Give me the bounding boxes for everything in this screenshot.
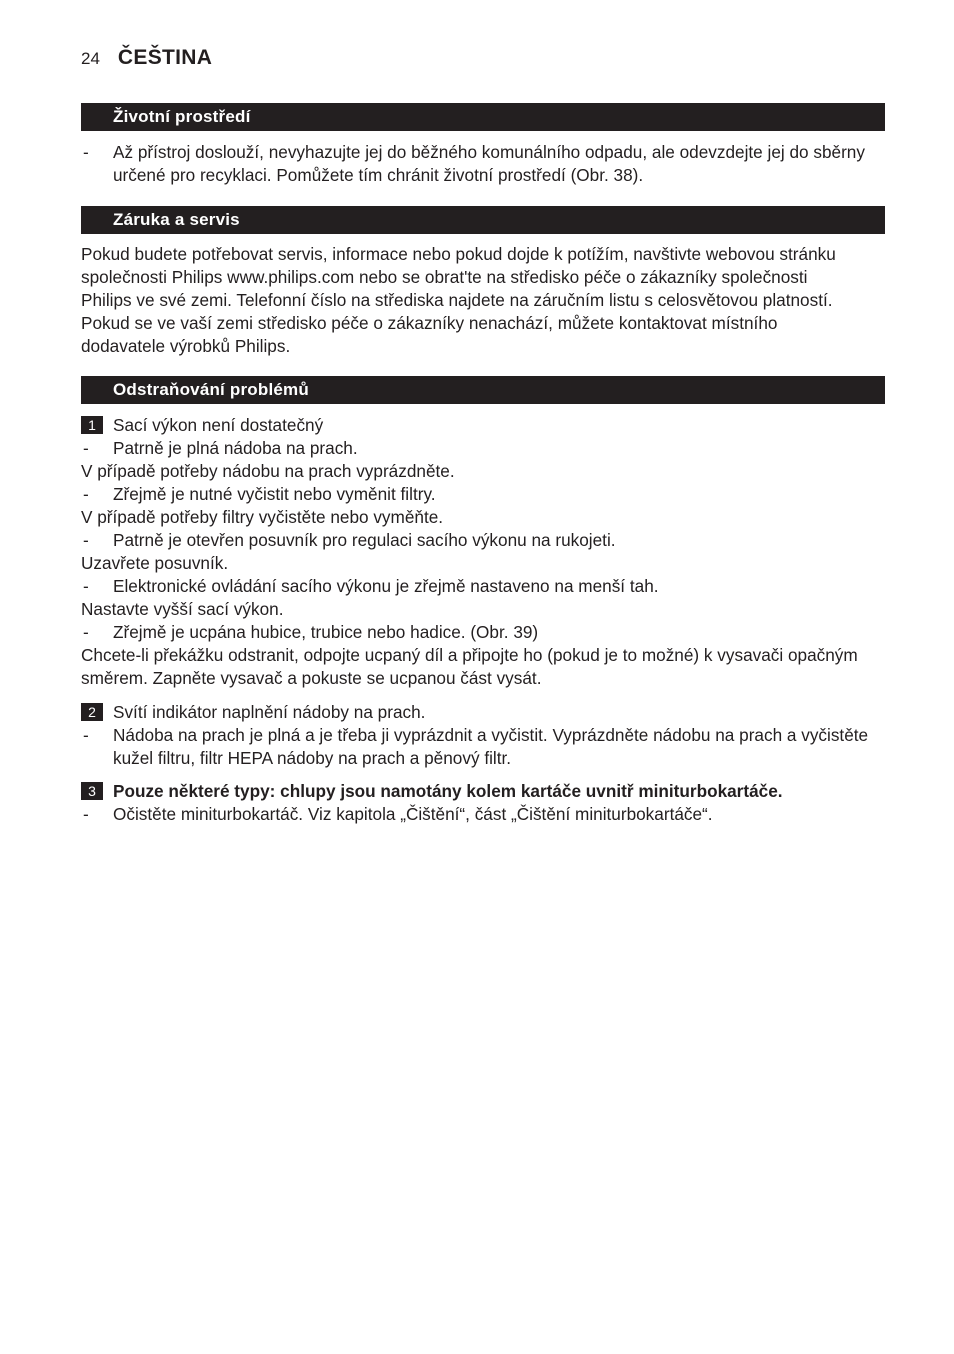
warranty-content [81, 243, 901, 358]
dash-bullet: - [83, 530, 89, 550]
dash-bullet: - [83, 622, 89, 642]
list-item [81, 575, 891, 598]
list-item-text: Patrně je plná nádoba na prach. [113, 438, 358, 458]
solution-text: V případě potřeby nádobu na prach vyprázdněte. [81, 461, 455, 481]
problem-1-heading [81, 414, 891, 437]
list-item [81, 141, 891, 187]
solution-text: V případě potřeby filtry vyčistěte nebo vyměňte. [81, 507, 444, 527]
list-item [81, 483, 891, 506]
paragraph-line: dodavatele výrobků Philips. [81, 336, 291, 356]
paragraph-line: Philips ve své zemi. Telefonní číslo na střediska najdete na záručním listu s celosvětovou platností. [81, 290, 833, 310]
list-item-text: Zřejmě je ucpána hubice, trubice nebo hadice. (Obr. 39) [113, 622, 539, 642]
language-title: ČEŠTINA [117, 46, 213, 69]
list-item-text: Až přístroj doslouží, nevyhazujte jej do běžného komunálního odpadu, ale odevzdejte jej do sběrny určené pro recyklaci. Pomůžete tím chránit životní prostředí (Obr. 38). [113, 142, 865, 185]
section-header-environment [81, 103, 885, 131]
dash-bullet: - [83, 438, 89, 458]
dash-bullet: - [83, 576, 89, 596]
list-item [81, 803, 891, 826]
dash-bullet: - [83, 484, 89, 504]
dash-bullet: - [83, 725, 89, 745]
list-item-text: Zřejmě je nutné vyčistit nebo vyměnit filtry. [113, 484, 436, 504]
list-item-text: Elektronické ovládání sacího výkonu je zřejmě nastaveno na menší tah. [113, 576, 659, 596]
list-item-text: Očistěte miniturbokartáč. Viz kapitola „Čištění“, část „Čištění miniturbokartáče“. [113, 804, 713, 824]
list-item [81, 437, 891, 460]
dash-bullet: - [83, 804, 89, 824]
troubleshooting-content [81, 414, 891, 826]
solution-text: Nastavte vyšší sací výkon. [81, 599, 284, 619]
paragraph-line: společnosti Philips www.philips.com nebo se obrat'te na středisko péče o zákazníky společnosti [81, 267, 808, 287]
environment-content [81, 141, 891, 187]
list-item [81, 724, 891, 770]
problem-title: Svítí indikátor naplnění nádoby na prach. [113, 702, 426, 722]
page-number: 24 [81, 49, 100, 68]
list-item [81, 529, 891, 552]
section-title: Odstraňování problémů [113, 380, 309, 399]
solution-text: Uzavřete posuvník. [81, 553, 229, 573]
section-title: Záruka a servis [113, 210, 240, 229]
paragraph-line: Pokud se ve vaší zemi středisko péče o zákazníky nenachází, můžete kontaktovat místního [81, 313, 778, 333]
list-item [81, 621, 891, 644]
problem-title: Pouze některé typy: chlupy jsou namotány kolem kartáče uvnitř miniturbokartáče. [113, 781, 783, 801]
list-item-text: Patrně je otevřen posuvník pro regulaci sacího výkonu na rukojeti. [113, 530, 616, 550]
list-item-text: Nádoba na prach je plná a je třeba ji vyprázdnit a vyčistit. Vyprázdněte nádobu na prach a vyčistěte kužel filtru, filtr HEPA nádoby na prach a pěnový filtr. [113, 725, 869, 768]
section-header-warranty [81, 206, 885, 234]
problem-2-heading [81, 701, 891, 724]
dash-bullet: - [83, 142, 89, 162]
paragraph-line: Pokud budete potřebovat servis, informace nebo pokud dojde k potížím, navštivte webovou stránku [81, 244, 836, 264]
step-number-badge: 1 [81, 416, 103, 434]
step-number-badge: 3 [81, 782, 103, 800]
problem-title: Sací výkon není dostatečný [113, 415, 324, 435]
page-header [81, 46, 212, 76]
section-title: Životní prostředí [113, 107, 251, 126]
problem-3-heading [81, 780, 891, 803]
step-number-badge: 2 [81, 703, 103, 721]
section-header-troubleshooting [81, 376, 885, 404]
solution-text: Chcete-li překážku odstranit, odpojte ucpaný díl a připojte ho (pokud je to možné) k vysavači opačným směrem. Zapněte vysavač a pokuste se ucpanou část vysát. [81, 645, 858, 688]
